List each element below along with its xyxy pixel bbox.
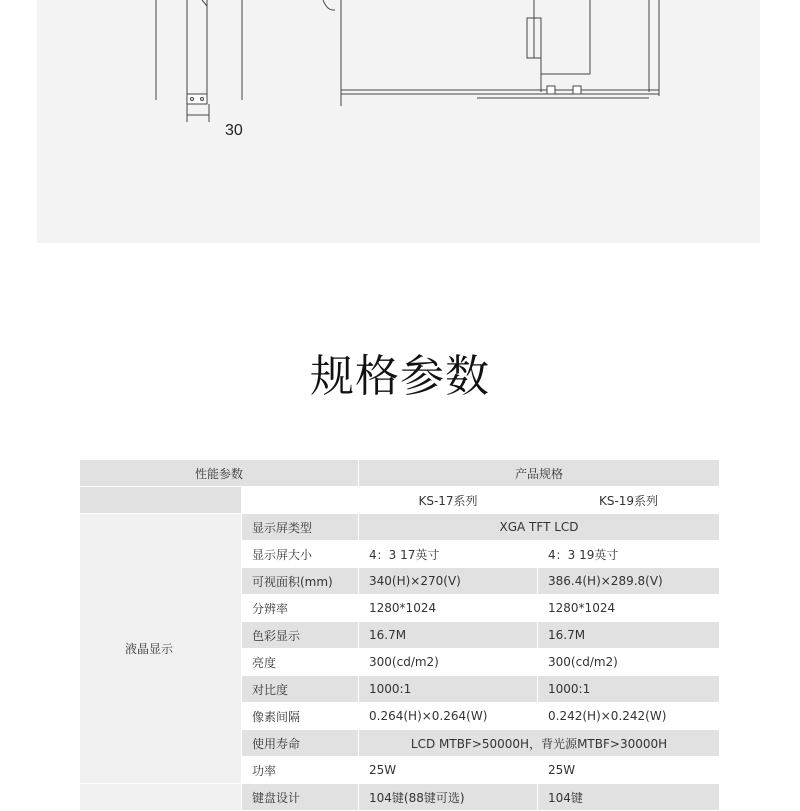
value-ks17: 300(cd/m2) xyxy=(359,649,538,676)
header-blank-cell xyxy=(242,487,359,514)
param-label: 显示屏大小 xyxy=(242,541,359,568)
value-ks17: 1000:1 xyxy=(359,676,538,703)
param-label: 亮度 xyxy=(242,649,359,676)
value-ks19: 25W xyxy=(538,757,720,784)
group-label-lcd: 液晶显示 xyxy=(80,514,242,784)
value-ks17: 25W xyxy=(359,757,538,784)
dimension-drawing xyxy=(37,0,760,243)
value-ks19: 386.4(H)×289.8(V) xyxy=(538,568,720,595)
header-blank-cell xyxy=(80,487,242,514)
value-ks17: 0.264(H)×0.264(W) xyxy=(359,703,538,730)
value-ks17: 104键(88键可选) xyxy=(359,784,538,811)
param-label: 色彩显示 xyxy=(242,622,359,649)
technical-drawing-panel xyxy=(37,0,760,243)
header-product-spec: 产品规格 xyxy=(359,460,720,487)
param-label: 功率 xyxy=(242,757,359,784)
dimension-label-30: 30 xyxy=(225,122,243,139)
value-ks17: 340(H)×270(V) xyxy=(359,568,538,595)
spec-table xyxy=(79,459,720,811)
value-ks19: 1280*1024 xyxy=(538,595,720,622)
param-label: 对比度 xyxy=(242,676,359,703)
table-row xyxy=(80,514,720,541)
param-label: 显示屏类型 xyxy=(242,514,359,541)
header-model-ks17: KS-17系列 xyxy=(359,487,538,514)
value-merged: XGA TFT LCD xyxy=(359,514,720,541)
header-model-ks19: KS-19系列 xyxy=(538,487,720,514)
param-label: 像素间隔 xyxy=(242,703,359,730)
header-performance-params: 性能参数 xyxy=(80,460,359,487)
table-header-row xyxy=(80,460,720,487)
value-ks19: 4：3 19英寸 xyxy=(538,541,720,568)
param-label: 可视面积(mm) xyxy=(242,568,359,595)
group-label-keyboard xyxy=(80,784,242,811)
value-ks17: 16.7M xyxy=(359,622,538,649)
param-label: 分辨率 xyxy=(242,595,359,622)
value-ks17: 1280*1024 xyxy=(359,595,538,622)
table-row-partial xyxy=(80,784,720,811)
value-ks19: 1000:1 xyxy=(538,676,720,703)
value-ks19: 0.242(H)×0.242(W) xyxy=(538,703,720,730)
param-label: 键盘设计 xyxy=(242,784,359,811)
section-title: 规格参数 xyxy=(310,351,490,402)
value-ks19: 16.7M xyxy=(538,622,720,649)
param-label: 使用寿命 xyxy=(242,730,359,757)
table-model-row xyxy=(80,487,720,514)
value-merged: LCD MTBF>50000H，背光源MTBF>30000H xyxy=(359,730,720,757)
value-ks17: 4：3 17英寸 xyxy=(359,541,538,568)
value-ks19: 104键 xyxy=(538,784,720,811)
value-ks19: 300(cd/m2) xyxy=(538,649,720,676)
